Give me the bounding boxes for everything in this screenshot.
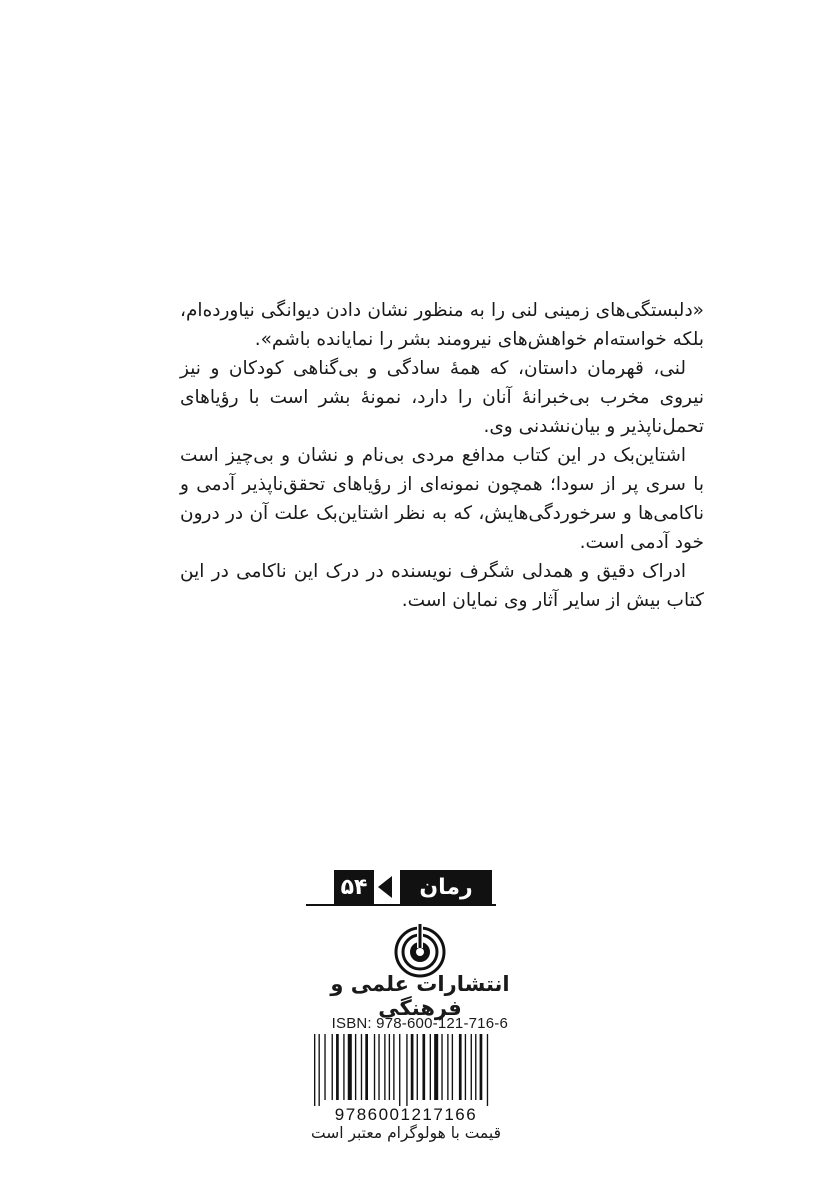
barcode-bar (314, 1034, 315, 1106)
barcode-bar (355, 1034, 356, 1100)
publisher-name: انتشارات علمی و فرهنگی (330, 972, 510, 1020)
barcode-bar (471, 1034, 472, 1100)
barcode-bar (475, 1034, 476, 1100)
barcode-bar (430, 1034, 431, 1100)
barcode-bar (452, 1034, 453, 1100)
barcode-bar (459, 1034, 462, 1100)
barcode-bar (378, 1034, 379, 1100)
barcode-bar (480, 1034, 483, 1100)
back-cover-blurb (180, 296, 704, 615)
barcode-bar (411, 1034, 414, 1100)
barcode-bar (336, 1034, 339, 1100)
barcode-bar (365, 1034, 368, 1100)
blurb-paragraph-1: «دلبستگی‌های زمینی لنی را به منظور نشان دادن دیوانگی نیاورده‌ام، بلکه خواسته‌ام خواهش‌های نیرومند بشر را نمایانده باشم». (180, 300, 704, 350)
blurb-paragraph-4: ادراک دقیق و همدلی شگرف نویسنده در درک این ناکامی در این کتاب بیش از سایر آثار وی نمایان است. (180, 561, 704, 611)
barcode-bar (447, 1034, 448, 1100)
publisher-logo-icon (382, 922, 458, 978)
arrow-left-icon (378, 876, 392, 898)
isbn-label: ISBN: 978-600-121-716-6 (331, 1015, 508, 1032)
barcode-bar (384, 1034, 385, 1100)
series-label (306, 868, 496, 906)
barcode-bar (393, 1034, 394, 1100)
barcode-bar (465, 1034, 466, 1100)
barcode-bar (389, 1034, 390, 1100)
barcode-bar (417, 1034, 418, 1100)
barcode-bar (434, 1034, 438, 1100)
barcode-bar (406, 1034, 407, 1106)
barcode-bars (314, 1034, 488, 1106)
barcode-bar (399, 1034, 400, 1106)
barcode (300, 1034, 512, 1124)
price-note: قیمت با هولوگرام معتبر است (311, 1124, 501, 1142)
barcode-bar (332, 1034, 333, 1100)
barcode-bar (324, 1034, 325, 1100)
series-underline (306, 904, 496, 906)
barcode-bar (348, 1034, 352, 1100)
barcode-bar (374, 1034, 375, 1100)
barcode-bar (441, 1034, 442, 1100)
barcode-bar (361, 1034, 362, 1100)
barcode-bar (343, 1034, 344, 1100)
barcode-bar (319, 1034, 320, 1106)
barcode-digits: 9786001217166 (334, 1105, 478, 1124)
barcode-bar (422, 1034, 425, 1100)
series-name: رمان (400, 870, 492, 904)
barcode-bar (487, 1034, 488, 1106)
blurb-paragraph-2: لنی، قهرمان داستان، که همهٔ سادگی و بی‌گناهی کودکان و نیز نیروی مخرب بی‌خبرانهٔ آنان را دارد، نمونهٔ بشر است با رؤیاهای تحمل‌ناپذیر و بیان‌نشدنی وی. (180, 358, 704, 437)
blurb-paragraph-3: اشتاین‌بک در این کتاب مدافع مردی بی‌نام و نشان و بی‌چیز است با سری پر از سودا؛ همچون نمونه‌ای از رؤیاهای تحقق‌ناپذیر آدمی و ناکامی‌ها و سرخوردگی‌هایش، که به نظر اشتاین‌بک علت آن در درون خود آدمی است. (180, 445, 704, 553)
series-number: ۵۴ (334, 870, 374, 904)
